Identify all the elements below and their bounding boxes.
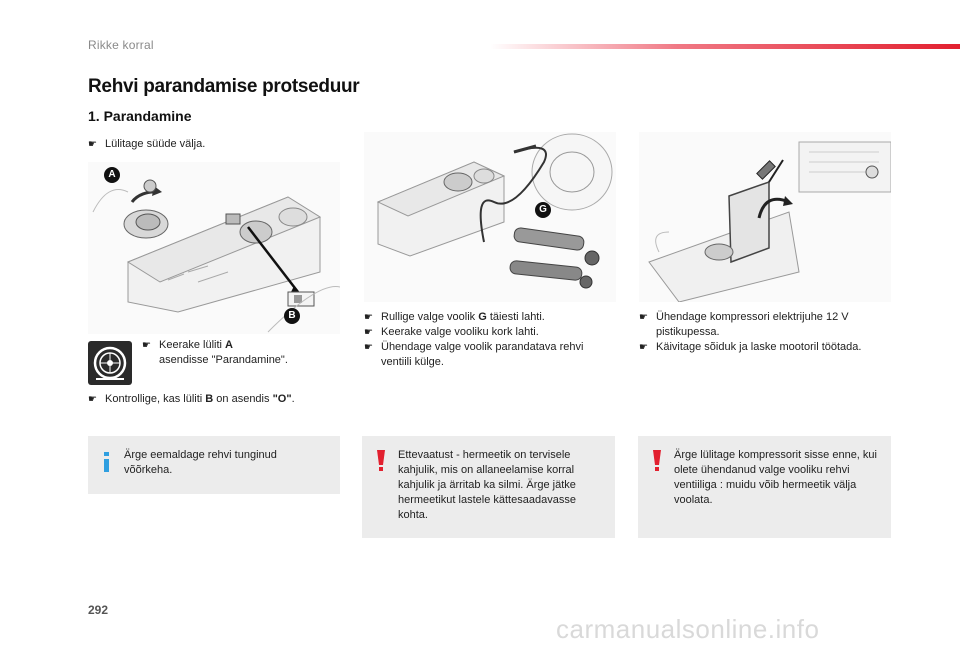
info-icon: [100, 452, 114, 472]
hose-drawing: [364, 132, 616, 302]
col2-step3: ☛ Ühendage valge voolik parandatava rehvi ventiili külge.: [364, 341, 584, 368]
col1-step1: ☛ Lülitage süüde välja.: [88, 138, 206, 150]
bullet-arrow-icon: ☛: [364, 342, 373, 353]
col2-step1: ☛ Rullige valge voolik G täiesti lahti.: [364, 311, 545, 323]
compressor-drawing: [88, 162, 340, 334]
bullet-arrow-icon: ☛: [364, 327, 373, 338]
warning-icon: [650, 450, 664, 472]
header-accent-bar: [490, 44, 960, 49]
col2-steps: [364, 310, 614, 370]
hose-unroll-illustration: [364, 132, 616, 302]
page-number: 292: [88, 603, 109, 617]
warning-icon: [374, 450, 388, 472]
col3-step1: ☛ Ühendage kompressori elektrijuhe 12 V pistikupessa.: [639, 311, 849, 338]
note-warning-2: Ärge lülitage kompressorit sisse enne, kui olete ühendanud valge vooliku rehvi ventiiliga : muidu võib hermeetik välja voolata.: [638, 436, 891, 538]
col1-step2: ☛ Keerake lüliti A asendisse "Parandamine".: [142, 339, 288, 366]
bullet-arrow-icon: ☛: [639, 342, 648, 353]
bullet-arrow-icon: ☛: [88, 139, 97, 150]
compressor-switch-illustration: [88, 162, 340, 334]
col3-step2: ☛ Käivitage sõiduk ja laske mootoril töötada.: [639, 341, 862, 353]
bullet-arrow-icon: ☛: [639, 312, 648, 323]
bullet-arrow-icon: ☛: [142, 340, 151, 351]
label-b-badge: B: [284, 308, 300, 324]
col3-steps: [639, 310, 889, 355]
label-a-badge: A: [104, 167, 120, 183]
note-info: Ärge eemaldage rehvi tunginud võõrkeha.: [88, 436, 340, 494]
section-subtitle: 1. Parandamine: [88, 108, 192, 124]
repair-mode-icon: [88, 341, 132, 385]
section-label: Rikke korral: [88, 38, 154, 52]
bullet-arrow-icon: ☛: [364, 312, 373, 323]
col1-step3: ☛ Kontrollige, kas lüliti B on asendis "O".: [88, 393, 295, 405]
col2-step2: ☛ Keerake valge vooliku kork lahti.: [364, 326, 539, 338]
page-title: Rehvi parandamise protseduur: [88, 76, 360, 97]
label-g-badge: G: [535, 202, 551, 218]
watermark: carmanualsonline.info: [556, 614, 820, 644]
note-warning-1: Ettevaatust - hermeetik on tervisele kahjulik, mis on allaneelamise korral kahjulik ja ärritab ka silmi. Ärge jätke hermeetikut lastele kättesaadavasse kohta.: [362, 436, 615, 538]
bullet-arrow-icon: ☛: [88, 394, 97, 405]
power-socket-illustration: [639, 132, 891, 302]
socket-drawing: [639, 132, 891, 302]
